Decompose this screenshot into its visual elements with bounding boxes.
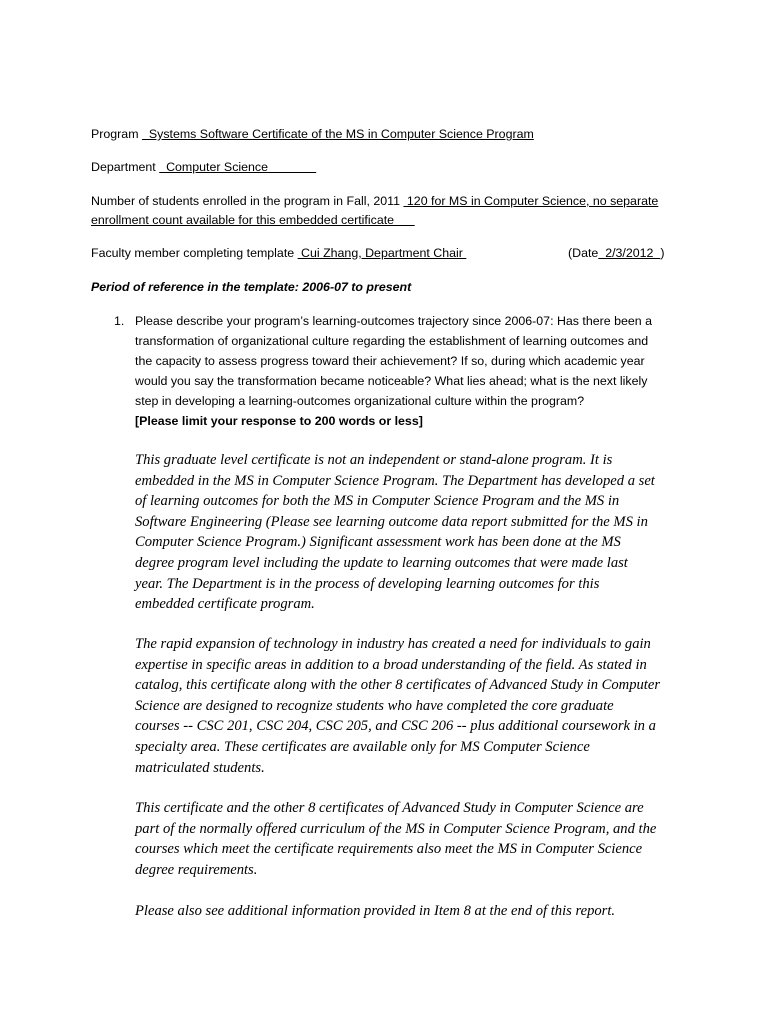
department-row xyxy=(91,159,316,175)
date-close: ) xyxy=(660,246,665,260)
date-open: (Date xyxy=(568,246,599,260)
word-limit-note: [Please limit your response to 200 words or less] xyxy=(135,414,423,428)
question-text xyxy=(135,311,680,431)
answer-paragraph-4 xyxy=(135,901,695,922)
answer-line: Please also see additional information provided in Item 8 at the end of this report. xyxy=(135,903,616,919)
answer-line: catalog, this certificate along with the other 8 certificates of Advanced Study in Computer xyxy=(135,677,661,694)
program-row xyxy=(91,126,534,142)
enrollment-value-line1: 120 for MS in Computer Science, no separate xyxy=(403,194,659,208)
department-value: Computer Science xyxy=(159,160,317,174)
answer-paragraph-3 xyxy=(135,798,695,880)
date-field xyxy=(568,245,664,261)
enrollment-value-line2: enrollment count available for this embedded certificate xyxy=(91,213,415,227)
answer-line: courses which meet the certificate requirements also meet the MS in Computer Science xyxy=(135,841,643,858)
answer-line: This graduate level certificate is not an independent or stand-alone program. It is xyxy=(135,452,613,468)
question-line: transformation of organizational culture regarding the establishment of learning outcomes and xyxy=(135,334,649,348)
answer-line: Software Engineering (Please see learning outcome data report submitted for the MS in xyxy=(135,513,648,530)
program-value: Systems Software Certificate of the MS in Computer Science Program xyxy=(141,127,534,141)
answer-line: expertise in specific areas in addition to a broad understanding of the field. As stated in xyxy=(135,656,647,673)
question-line: Please describe your program’s learning-outcomes trajectory since 2006-07: Has there been a xyxy=(135,314,653,328)
answer-line: year. The Department is in the process of developing learning outcomes for this xyxy=(135,575,600,592)
faculty-label: Faculty member completing template xyxy=(91,246,295,260)
answer-line: degree requirements. xyxy=(135,861,258,878)
program-label: Program xyxy=(91,127,139,141)
question-line: step in developing a learning-outcomes organizational culture within the program? xyxy=(135,394,585,408)
date-value: 2/3/2012 xyxy=(598,246,661,260)
faculty-row xyxy=(91,245,466,261)
answer-line: embedded in the MS in Computer Science Program. The Department has developed a set xyxy=(135,472,655,489)
period-of-reference: Period of reference in the template: 2006-07 to present xyxy=(91,280,412,294)
question-line: the capacity to assess progress toward their achievement? If so, during which academic year xyxy=(135,354,645,368)
answer-line: specialty area. These certificates are available only for MS Computer Science xyxy=(135,738,590,755)
question-line: would you say the transformation became noticeable? What lies ahead; what is the next likely xyxy=(135,374,648,388)
answer-line: Computer Science Program.) Significant assessment work has been done at the MS xyxy=(135,534,621,551)
answer-line: matriculated students. xyxy=(135,759,265,776)
enrollment-row xyxy=(91,193,658,209)
faculty-value: Cui Zhang, Department Chair xyxy=(297,246,467,260)
department-label: Department xyxy=(91,160,156,174)
answer-line: embedded certificate program. xyxy=(135,596,315,613)
answer-line: degree program level including the update to learning outcomes that were made last xyxy=(135,554,628,571)
answer-line: of learning outcomes for both the MS in Computer Science Program and the MS in xyxy=(135,493,620,510)
enrollment-label: Number of students enrolled in the program in Fall, 2011 xyxy=(91,194,401,208)
answer-line: Science are designed to recognize students who have completed the core graduate xyxy=(135,697,614,714)
answer-line: courses -- CSC 201, CSC 204, CSC 205, and CSC 206 -- plus additional coursework in a xyxy=(135,718,656,735)
answer-line: This certificate and the other 8 certificates of Advanced Study in Computer Science are xyxy=(135,800,644,816)
answer-line: The rapid expansion of technology in industry has created a need for individuals to gain xyxy=(135,636,651,652)
answer-paragraph-1 xyxy=(135,450,695,615)
answer-line: part of the normally offered curriculum of the MS in Computer Science Program, and the xyxy=(135,820,657,837)
answer-paragraph-2 xyxy=(135,634,695,778)
question-number: 1. xyxy=(114,314,125,328)
